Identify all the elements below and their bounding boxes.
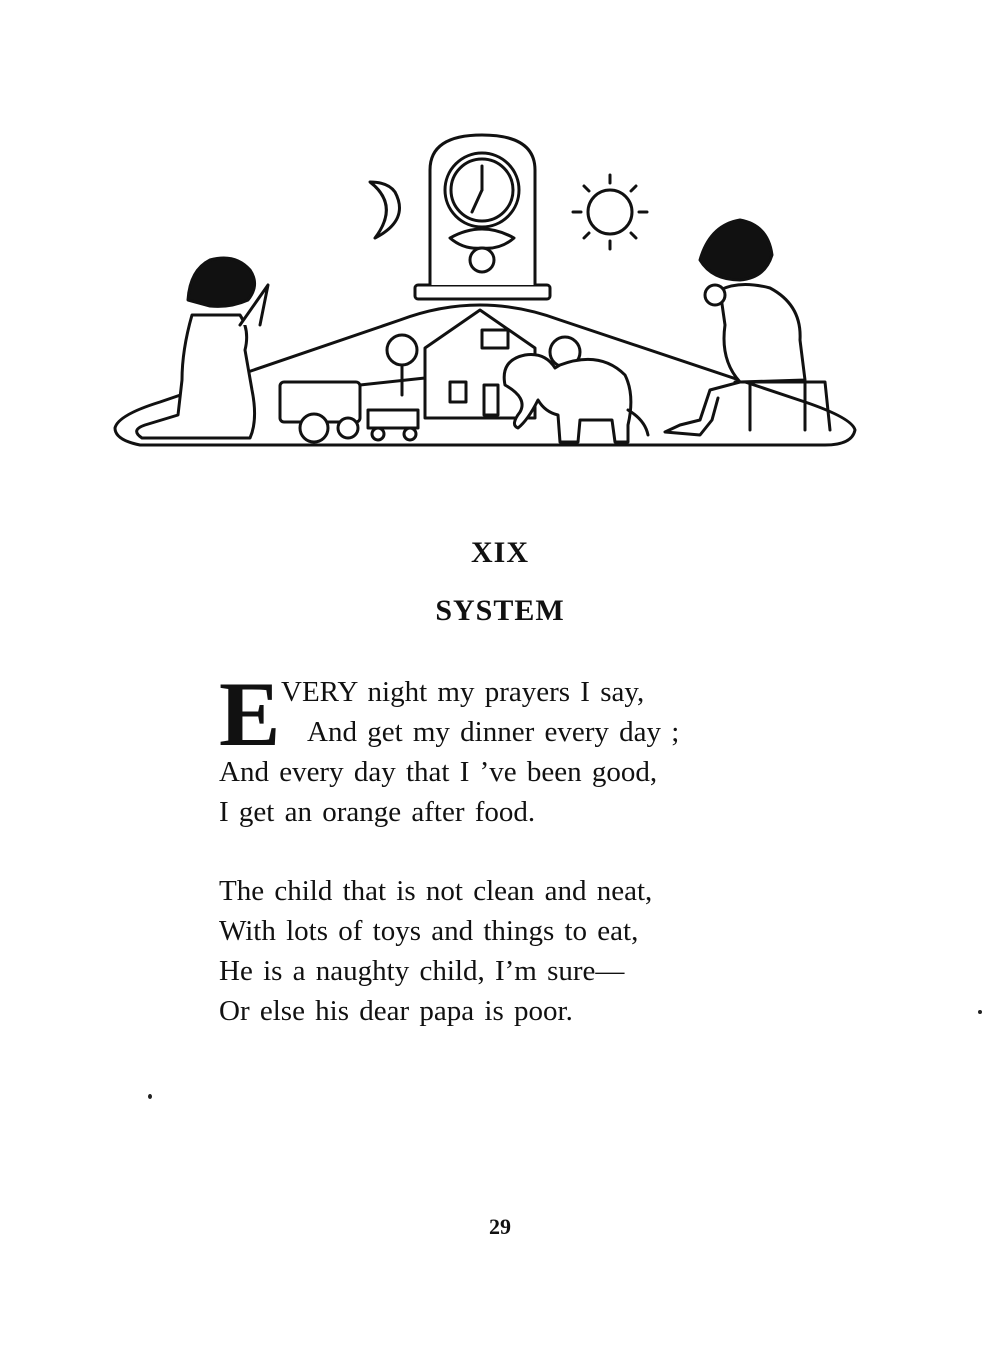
chapter-number: XIX bbox=[470, 536, 529, 569]
poem-line: And get my dinner every day ; bbox=[307, 716, 680, 748]
mantel-clock-icon bbox=[415, 135, 550, 299]
sun-icon bbox=[573, 175, 647, 249]
poem-line: He is a naughty child, I’m sure— bbox=[219, 955, 625, 987]
moon-icon bbox=[370, 182, 400, 238]
print-speck bbox=[978, 1010, 982, 1014]
poem-line: And every day that I ’ve been good, bbox=[219, 756, 658, 788]
drop-cap: E bbox=[219, 663, 281, 765]
poem-line: Or else his dear papa is poor. bbox=[219, 995, 573, 1027]
poem-line: With lots of toys and things to eat, bbox=[219, 915, 639, 947]
poem-line: VERY night my prayers I say, bbox=[281, 676, 645, 708]
stanza-break bbox=[219, 832, 819, 871]
poem-line: The child that is not clean and neat, bbox=[219, 875, 653, 907]
page-number: 29 bbox=[489, 1214, 511, 1239]
print-speck bbox=[148, 1094, 152, 1099]
header-illustration bbox=[100, 120, 880, 470]
poem bbox=[219, 663, 819, 1031]
chapter-title: SYSTEM bbox=[435, 594, 565, 627]
poem-line: I get an orange after food. bbox=[219, 796, 536, 828]
